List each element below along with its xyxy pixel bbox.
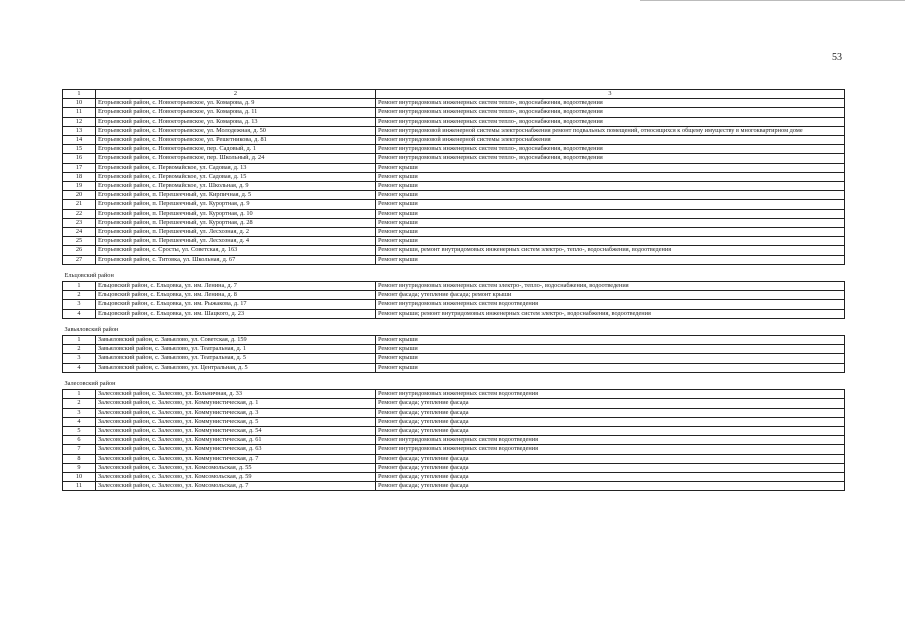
row-number: 21 (63, 200, 96, 209)
row-work-type: Ремонт крыши (376, 237, 845, 246)
table-row (63, 172, 845, 181)
table-row (63, 126, 845, 135)
row-number: 5 (63, 426, 96, 435)
row-work-type: Ремонт внутридомовых инженерных систем водоотведения (376, 445, 845, 454)
row-work-type: Ремонт крыши (376, 163, 845, 172)
row-work-type: Ремонт фасада; утепление фасада (376, 417, 845, 426)
table-row (63, 282, 845, 291)
table-row (63, 237, 845, 246)
row-work-type: Ремонт фасада; утепление фасада (376, 482, 845, 491)
row-number: 10 (63, 99, 96, 108)
row-number: 2 (63, 345, 96, 354)
row-work-type: Ремонт внутридомовых инженерных систем водоотведения (376, 436, 845, 445)
row-number: 7 (63, 445, 96, 454)
row-work-type: Ремонт крыши (376, 255, 845, 264)
row-address: Ельцовский район, с. Ельцовка, ул. им. Рыжакова, д. 17 (96, 300, 376, 309)
row-address: Егорьевский район, с. Новоегорьевское, ул. Молодежная, д. 50 (96, 126, 376, 135)
row-address: Егорьевский район, п. Перешеечный, ул. Курортная, д. 10 (96, 209, 376, 218)
row-number: 3 (63, 354, 96, 363)
table-header-row (63, 90, 845, 99)
row-work-type: Ремонт крыши (376, 345, 845, 354)
row-work-type: Ремонт внутридомовых инженерных систем водоотведения (376, 390, 845, 399)
row-work-type: Ремонт крыши (376, 209, 845, 218)
row-address: Егорьевский район, с. Новоегорьевское, пер. Садовый, д. 1 (96, 145, 376, 154)
table-row (63, 117, 845, 126)
table-row (63, 390, 845, 399)
row-address: Егорьевский район, с. Первомайское, ул. Школьная, д. 9 (96, 182, 376, 191)
row-number: 4 (63, 417, 96, 426)
table-row (63, 255, 845, 264)
row-number: 3 (63, 300, 96, 309)
table-row (63, 300, 845, 309)
row-work-type: Ремонт внутридомовой инженерной системы электроснабжения ремонт подвальных помещений, относящихся к общему имуществу в многоквартирном доме (376, 126, 845, 135)
table-row (63, 309, 845, 318)
row-number: 2 (63, 291, 96, 300)
row-number: 25 (63, 237, 96, 246)
table-row (63, 163, 845, 172)
row-work-type: Ремонт внутридомовой инженерной системы электроснабжения (376, 136, 845, 145)
row-address: Залесовский район, с. Залесово, ул. Комсомольская, д. 59 (96, 472, 376, 481)
row-number: 23 (63, 218, 96, 227)
row-work-type: Ремонт фасада; утепление фасада (376, 463, 845, 472)
district-title: Завьяловский район (63, 318, 845, 335)
table-row (63, 136, 845, 145)
header-col-2: 2 (96, 90, 376, 99)
table-row (63, 445, 845, 454)
row-work-type: Ремонт фасада; утепление фасада (376, 408, 845, 417)
row-address: Залесовский район, с. Залесово, ул. Больничная, д. 33 (96, 390, 376, 399)
row-work-type: Ремонт фасада; утепление фасада (376, 399, 845, 408)
row-address: Залесовский район, с. Залесово, ул. Коммунистическая, д. 1 (96, 399, 376, 408)
row-address: Залесовский район, с. Залесово, ул. Комсомольская, д. 55 (96, 463, 376, 472)
row-address: Залесовский район, с. Залесово, ул. Коммунистическая, д. 7 (96, 454, 376, 463)
top-scan-line (640, 0, 905, 1)
district-title: Залесовский район (63, 372, 845, 389)
table-row (63, 145, 845, 154)
table-row (63, 228, 845, 237)
table-row (63, 182, 845, 191)
row-address: Егорьевский район, п. Перешеечный, ул. Лесхозная, д. 4 (96, 237, 376, 246)
row-address: Егорьевский район, с. Новоегорьевское, ул. Комарова, д. 9 (96, 99, 376, 108)
header-col-1: 1 (63, 90, 96, 99)
row-work-type: Ремонт крыши (376, 200, 845, 209)
row-address: Завьяловский район, с. Завьялово, ул. Театральная, д. 1 (96, 345, 376, 354)
row-work-type: Ремонт фасада; утепление фасада (376, 472, 845, 481)
row-work-type: Ремонт внутридомовых инженерных систем тепло-, водоснабжения, водоотведения (376, 99, 845, 108)
row-work-type: Ремонт крыши (376, 191, 845, 200)
row-number: 4 (63, 309, 96, 318)
table-row (63, 108, 845, 117)
row-address: Егорьевский район, п. Перешеечный, ул. Курортная, д. 28 (96, 218, 376, 227)
row-work-type: Ремонт крыши (376, 354, 845, 363)
table-row (63, 209, 845, 218)
row-work-type: Ремонт внутридомовых инженерных систем тепло-, водоснабжения, водоотведения (376, 108, 845, 117)
table-row (63, 246, 845, 255)
row-address: Завьяловский район, с. Завьялово, ул. Центральная, д. 5 (96, 363, 376, 372)
table-row (63, 417, 845, 426)
row-work-type: Ремонт крыши (376, 336, 845, 345)
header-col-3: 3 (376, 90, 845, 99)
row-address: Егорьевский район, с. Сросты, ул. Советская, д. 163 (96, 246, 376, 255)
row-number: 13 (63, 126, 96, 135)
row-number: 27 (63, 255, 96, 264)
table-row (63, 345, 845, 354)
row-number: 2 (63, 399, 96, 408)
row-number: 11 (63, 108, 96, 117)
row-number: 8 (63, 454, 96, 463)
district-title: Ельцовский район (63, 264, 845, 281)
district-section-row (63, 372, 845, 389)
row-address: Егорьевский район, п. Перешеечный, ул. Лесхозная, д. 2 (96, 228, 376, 237)
table-row (63, 408, 845, 417)
table-row (63, 354, 845, 363)
row-address: Ельцовский район, с. Ельцовка, ул. им. Ленина, д. 8 (96, 291, 376, 300)
table-row (63, 99, 845, 108)
row-number: 22 (63, 209, 96, 218)
row-number: 12 (63, 117, 96, 126)
table-row (63, 191, 845, 200)
row-address: Ельцовский район, с. Ельцовка, ул. им. Шацкого, д. 23 (96, 309, 376, 318)
table-row (63, 399, 845, 408)
row-number: 20 (63, 191, 96, 200)
row-number: 3 (63, 408, 96, 417)
row-address: Залесовский район, с. Залесово, ул. Коммунистическая, д. 3 (96, 408, 376, 417)
table-row (63, 463, 845, 472)
row-number: 16 (63, 154, 96, 163)
row-address: Егорьевский район, с. Первомайское, ул. Садовая, д. 13 (96, 163, 376, 172)
row-work-type: Ремонт фасада; утепление фасада (376, 426, 845, 435)
row-address: Завьяловский район, с. Завьялово, ул. Советская, д. 159 (96, 336, 376, 345)
row-address: Залесовский район, с. Залесово, ул. Коммунистическая, д. 5 (96, 417, 376, 426)
row-work-type: Ремонт фасада; утепление фасада (376, 454, 845, 463)
table-row (63, 436, 845, 445)
table-row (63, 472, 845, 481)
row-work-type: Ремонт внутридомовых инженерных систем водоотведения (376, 300, 845, 309)
row-number: 18 (63, 172, 96, 181)
district-section-row (63, 264, 845, 281)
row-number: 26 (63, 246, 96, 255)
row-work-type: Ремонт внутридомовых инженерных систем электро-, тепло-, водоснабжения, водоотведения (376, 282, 845, 291)
row-number: 11 (63, 482, 96, 491)
row-number: 19 (63, 182, 96, 191)
row-work-type: Ремонт крыши; ремонт внутридомовых инженерных систем электро-, водоснабжения, водоотведения (376, 309, 845, 318)
table-row (63, 154, 845, 163)
row-address: Егорьевский район, с. Новоегорьевское, пер. Школьный, д. 24 (96, 154, 376, 163)
row-work-type: Ремонт крыши, ремонт внутридомовых инженерных систем электро-, тепло-, водоснабжения, водоотведения (376, 246, 845, 255)
repair-works-table (62, 89, 845, 491)
row-work-type: Ремонт крыши (376, 228, 845, 237)
row-work-type: Ремонт внутридомовых инженерных систем тепло-, водоснабжения, водоотведения (376, 117, 845, 126)
row-address: Егорьевский район, с. Титовка, ул. Школьная, д. 67 (96, 255, 376, 264)
row-address: Егорьевский район, с. Новоегорьевское, ул. Решетникова, д. 81 (96, 136, 376, 145)
row-address: Егорьевский район, с. Новоегорьевское, ул. Комарова, д. 13 (96, 117, 376, 126)
row-work-type: Ремонт внутридомовых инженерных систем тепло-, водоснабжения, водоотведения (376, 154, 845, 163)
table-row (63, 363, 845, 372)
row-number: 24 (63, 228, 96, 237)
row-work-type: Ремонт крыши (376, 218, 845, 227)
row-address: Залесовский район, с. Залесово, ул. Коммунистическая, д. 61 (96, 436, 376, 445)
row-work-type: Ремонт крыши (376, 182, 845, 191)
table-row (63, 482, 845, 491)
row-work-type: Ремонт крыши (376, 172, 845, 181)
row-work-type: Ремонт фасада; утепление фасада; ремонт крыши (376, 291, 845, 300)
row-number: 9 (63, 463, 96, 472)
row-number: 1 (63, 336, 96, 345)
row-number: 14 (63, 136, 96, 145)
table-row (63, 218, 845, 227)
row-address: Ельцовский район, с. Ельцовка, ул. им. Ленина, д. 7 (96, 282, 376, 291)
row-address: Залесовский район, с. Залесово, ул. Коммунистическая, д. 54 (96, 426, 376, 435)
row-address: Залесовский район, с. Залесово, ул. Коммунистическая, д. 63 (96, 445, 376, 454)
row-address: Завьяловский район, с. Завьялово, ул. Театральная, д. 5 (96, 354, 376, 363)
district-section-row (63, 318, 845, 335)
row-work-type: Ремонт крыши (376, 363, 845, 372)
page-number: 53 (832, 52, 842, 63)
table-row (63, 454, 845, 463)
row-number: 10 (63, 472, 96, 481)
row-work-type: Ремонт внутридомовых инженерных систем тепло-, водоснабжения, водоотведения (376, 145, 845, 154)
table-row (63, 291, 845, 300)
row-number: 1 (63, 390, 96, 399)
row-number: 17 (63, 163, 96, 172)
row-number: 15 (63, 145, 96, 154)
row-address: Егорьевский район, с. Новоегорьевское, ул. Комарова, д. 11 (96, 108, 376, 117)
table-row (63, 336, 845, 345)
table-row (63, 200, 845, 209)
row-number: 6 (63, 436, 96, 445)
row-address: Егорьевский район, п. Перешеечный, ул. Курортная, д. 9 (96, 200, 376, 209)
row-number: 1 (63, 282, 96, 291)
row-address: Егорьевский район, п. Перешеечный, ул. Кирпичная, д. 5 (96, 191, 376, 200)
row-address: Залесовский район, с. Залесово, ул. Комсомольская, д. 7 (96, 482, 376, 491)
row-address: Егорьевский район, с. Первомайское, ул. Садовая, д. 15 (96, 172, 376, 181)
row-number: 4 (63, 363, 96, 372)
table-row (63, 426, 845, 435)
